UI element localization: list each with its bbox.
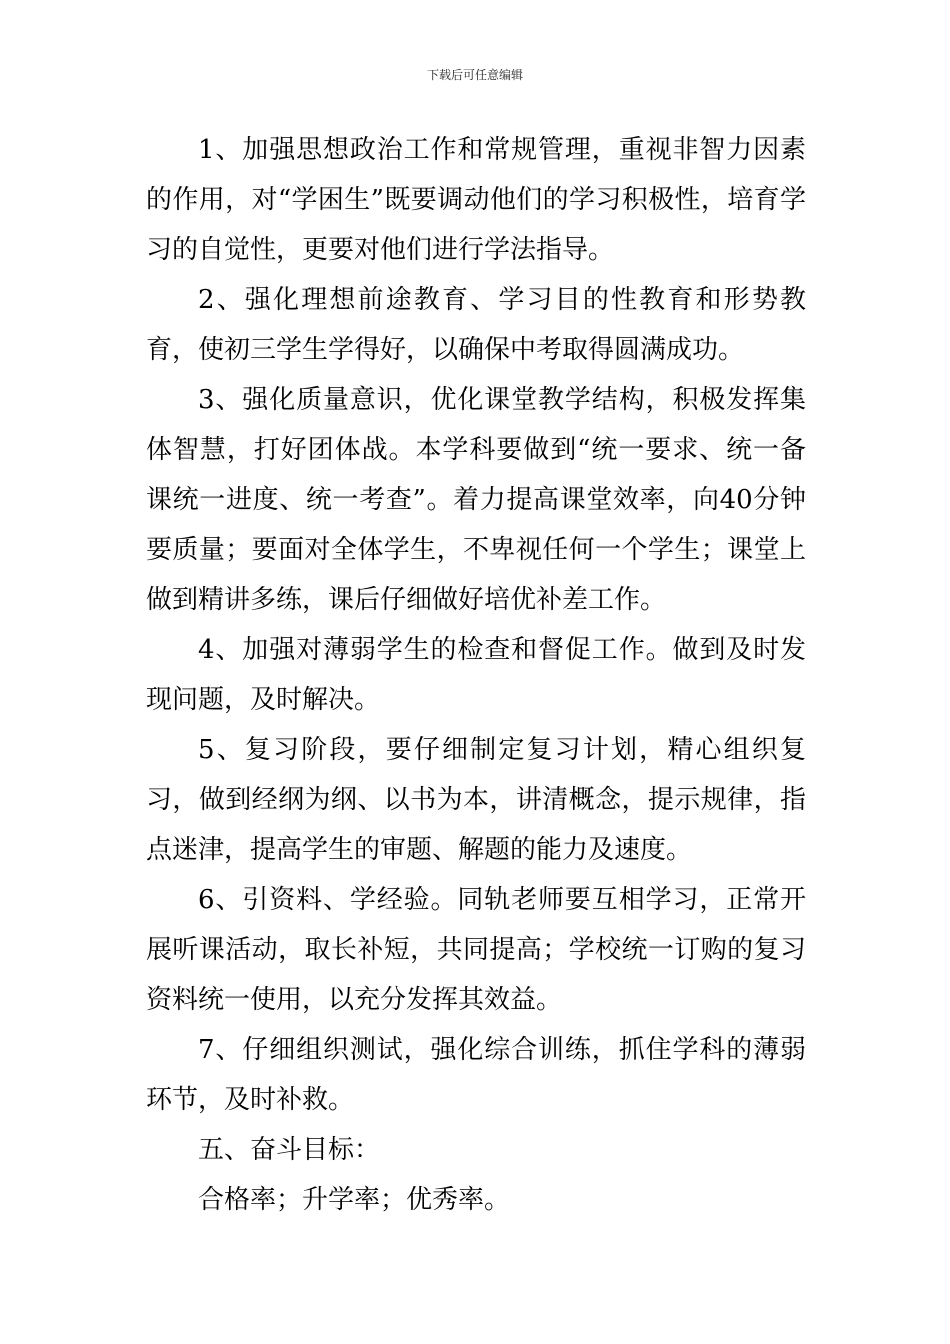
document-body	[146, 125, 806, 1225]
paragraph-2: 2、强化理想前途教育、学习目的性教育和形势教育，使初三学生学得好，以确保中考取得圆满成功。	[146, 285, 806, 365]
paragraph-5: 5、复习阶段，要仔细制定复习计划，精心组织复习，做到经纲为纲、以书为本，讲清概念，提示规律，指点迷津，提高学生的审题、解题的能力及速度。	[146, 735, 806, 865]
paragraph-1: 1、加强思想政治工作和常规管理，重视非智力因素的作用，对“学困生”既要调动他们的学习积极性，培育学习的自觉性，更要对他们进行学法指导。	[146, 135, 806, 265]
page-header-note: 下载后可任意编辑	[426, 68, 523, 82]
goals-list: 合格率；升学率；优秀率。	[198, 1185, 511, 1215]
paragraph-7: 7、仔细组织测试，强化综合训练，抓住学科的薄弱环节，及时补救。	[146, 1035, 806, 1115]
paragraph-3: 3、强化质量意识，优化课堂教学结构，积极发挥集体智慧，打好团体战。本学科要做到“统一要求、统一备课统一进度、统一考查”。着力提高课堂效率，向40分钟要质量；要面对全体学生，不卑视任何一个学生；课堂上做到精讲多练，课后仔细做好培优补差工作。	[146, 385, 806, 615]
section-heading-goals: 五、奋斗目标：	[198, 1135, 381, 1165]
paragraph-6: 6、引资料、学经验。同轨老师要互相学习，正常开展听课活动，取长补短，共同提高；学校统一订购的复习资料统一使用，以充分发挥其效益。	[146, 885, 806, 1015]
paragraph-4: 4、加强对薄弱学生的检查和督促工作。做到及时发现问题，及时解决。	[146, 635, 806, 715]
